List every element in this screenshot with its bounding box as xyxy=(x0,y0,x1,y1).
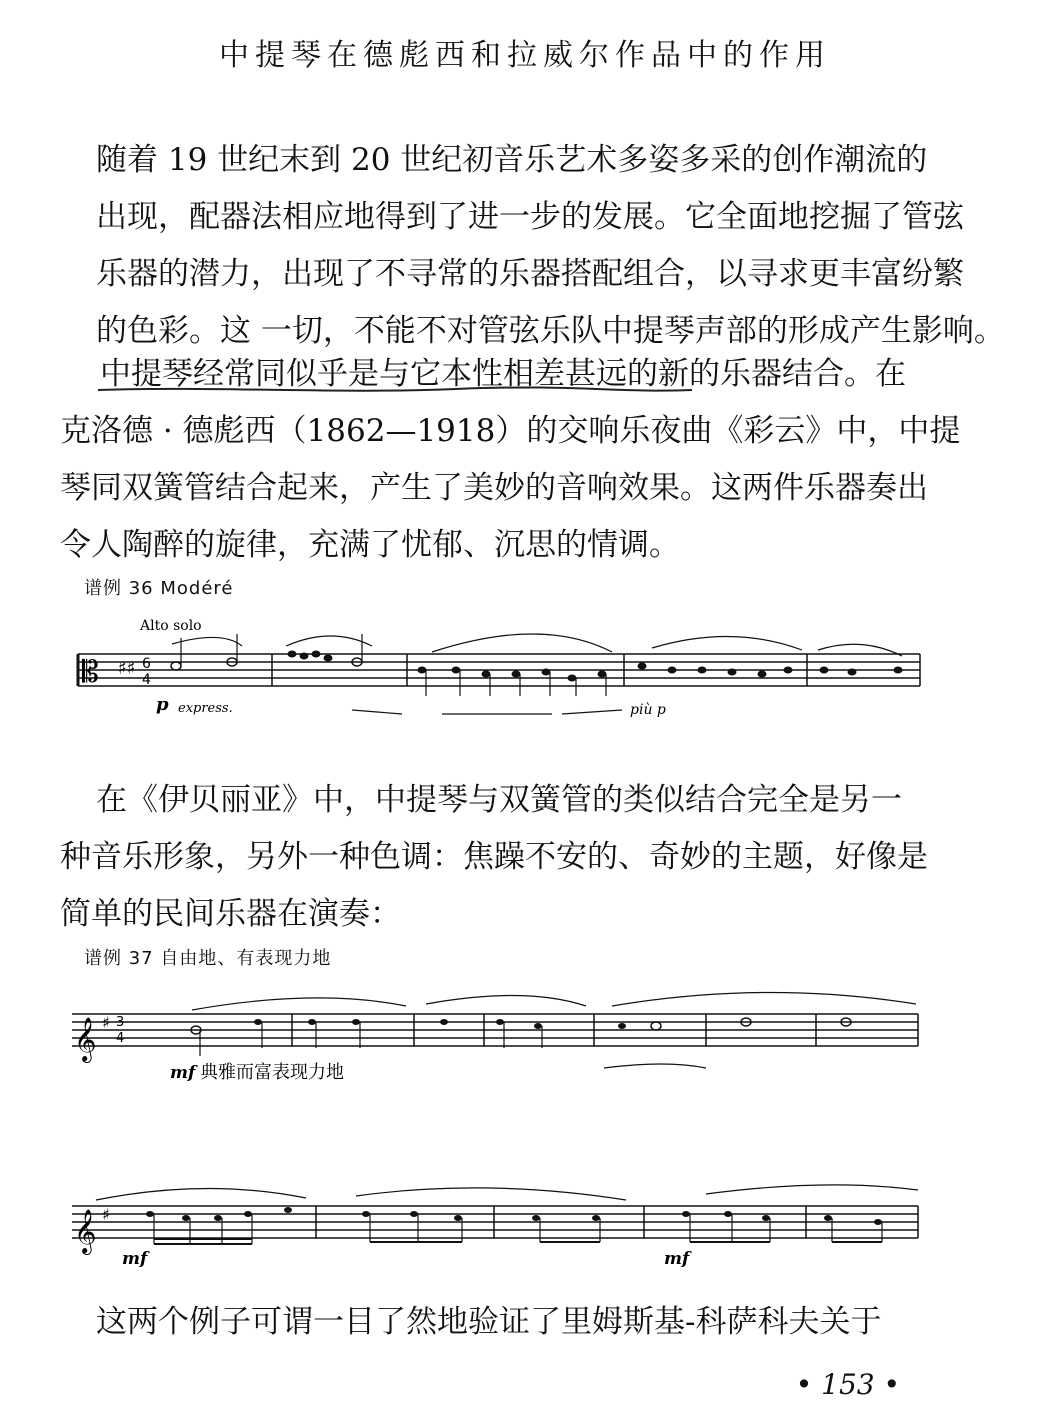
example-37-caption: 谱例 37 自由地、有表现力地 xyxy=(84,948,332,969)
svg-text:♯: ♯ xyxy=(102,1013,110,1032)
instrument-label: Alto solo xyxy=(140,618,202,634)
text-line: 令人陶醉的旋律，充满了忧郁、沉思的情调。 xyxy=(60,527,680,563)
svg-text:♯: ♯ xyxy=(102,1205,110,1224)
text-line: 这两个例子可谓一目了然地验证了里姆斯基-科萨科夫关于 xyxy=(96,1304,882,1340)
paragraph-1 xyxy=(96,132,1005,360)
svg-text:4: 4 xyxy=(142,672,151,688)
example-36-caption: 谱例 36 Modéré xyxy=(84,578,234,599)
page-header: 中提琴在德彪西和拉威尔作品中的作用 xyxy=(219,38,831,73)
svg-text:mf: mf xyxy=(122,1249,148,1269)
svg-text:più p: più p xyxy=(630,702,666,718)
text-line: 随着 19 世纪末到 20 世纪初音乐艺术多姿多采的创作潮流的 xyxy=(96,142,928,178)
svg-text:6: 6 xyxy=(142,656,151,672)
svg-text:mf: mf xyxy=(170,1063,196,1083)
treble-clef-icon: 𝄞 xyxy=(74,1017,97,1061)
music-staff-example-37-line-1 xyxy=(66,990,926,1090)
svg-text:3: 3 xyxy=(116,1015,125,1030)
alto-clef-icon: 𝄡 xyxy=(82,655,99,690)
text-line: 种音乐形象，另外一种色调：焦躁不安的、奇妙的主题，好像是 xyxy=(60,839,928,875)
text-line: 克洛德 · 德彪西（1862—1918）的交响乐夜曲《彩云》中，中提 xyxy=(60,413,961,449)
text-line: 的色彩。这 一切，不能不对管弦乐队中提琴声部的形成产生影响。 xyxy=(96,313,1005,349)
svg-text:典雅而富表现力地: 典雅而富表现力地 xyxy=(200,1062,344,1083)
svg-text:4: 4 xyxy=(116,1031,125,1046)
treble-clef-icon: 𝄞 xyxy=(74,1209,97,1253)
svg-text:express.: express. xyxy=(178,701,233,716)
page-number: • 153 • xyxy=(795,1368,900,1401)
music-staff-example-36 xyxy=(72,610,932,720)
paragraph-3 xyxy=(60,772,946,943)
music-staff-example-37-line-2 xyxy=(66,1172,926,1282)
text-line: 在《伊贝丽亚》中，中提琴与双簧管的类似结合完全是另一 xyxy=(96,782,902,818)
svg-text:mf: mf xyxy=(664,1249,690,1269)
text-line: 简单的民间乐器在演奏： xyxy=(60,896,401,932)
svg-text:♯♯: ♯♯ xyxy=(118,658,136,679)
text-line: 出现，配器法相应地得到了进一步的发展。它全面地挖掘了管弦 xyxy=(96,199,964,235)
paragraph-4 xyxy=(96,1294,946,1351)
handwritten-underline xyxy=(96,384,696,398)
text-line: 琴同双簧管结合起来，产生了美妙的音响效果。这两件乐器奏出 xyxy=(60,470,928,506)
svg-text:p: p xyxy=(156,694,169,715)
text-line: 中提琴经常同似乎是与它本性相差甚远的新的乐器结合。在 xyxy=(100,356,906,392)
paragraph-2 xyxy=(60,346,961,574)
text-line: 乐器的潜力，出现了不寻常的乐器搭配组合，以寻求更丰富纷繁 xyxy=(96,256,964,292)
